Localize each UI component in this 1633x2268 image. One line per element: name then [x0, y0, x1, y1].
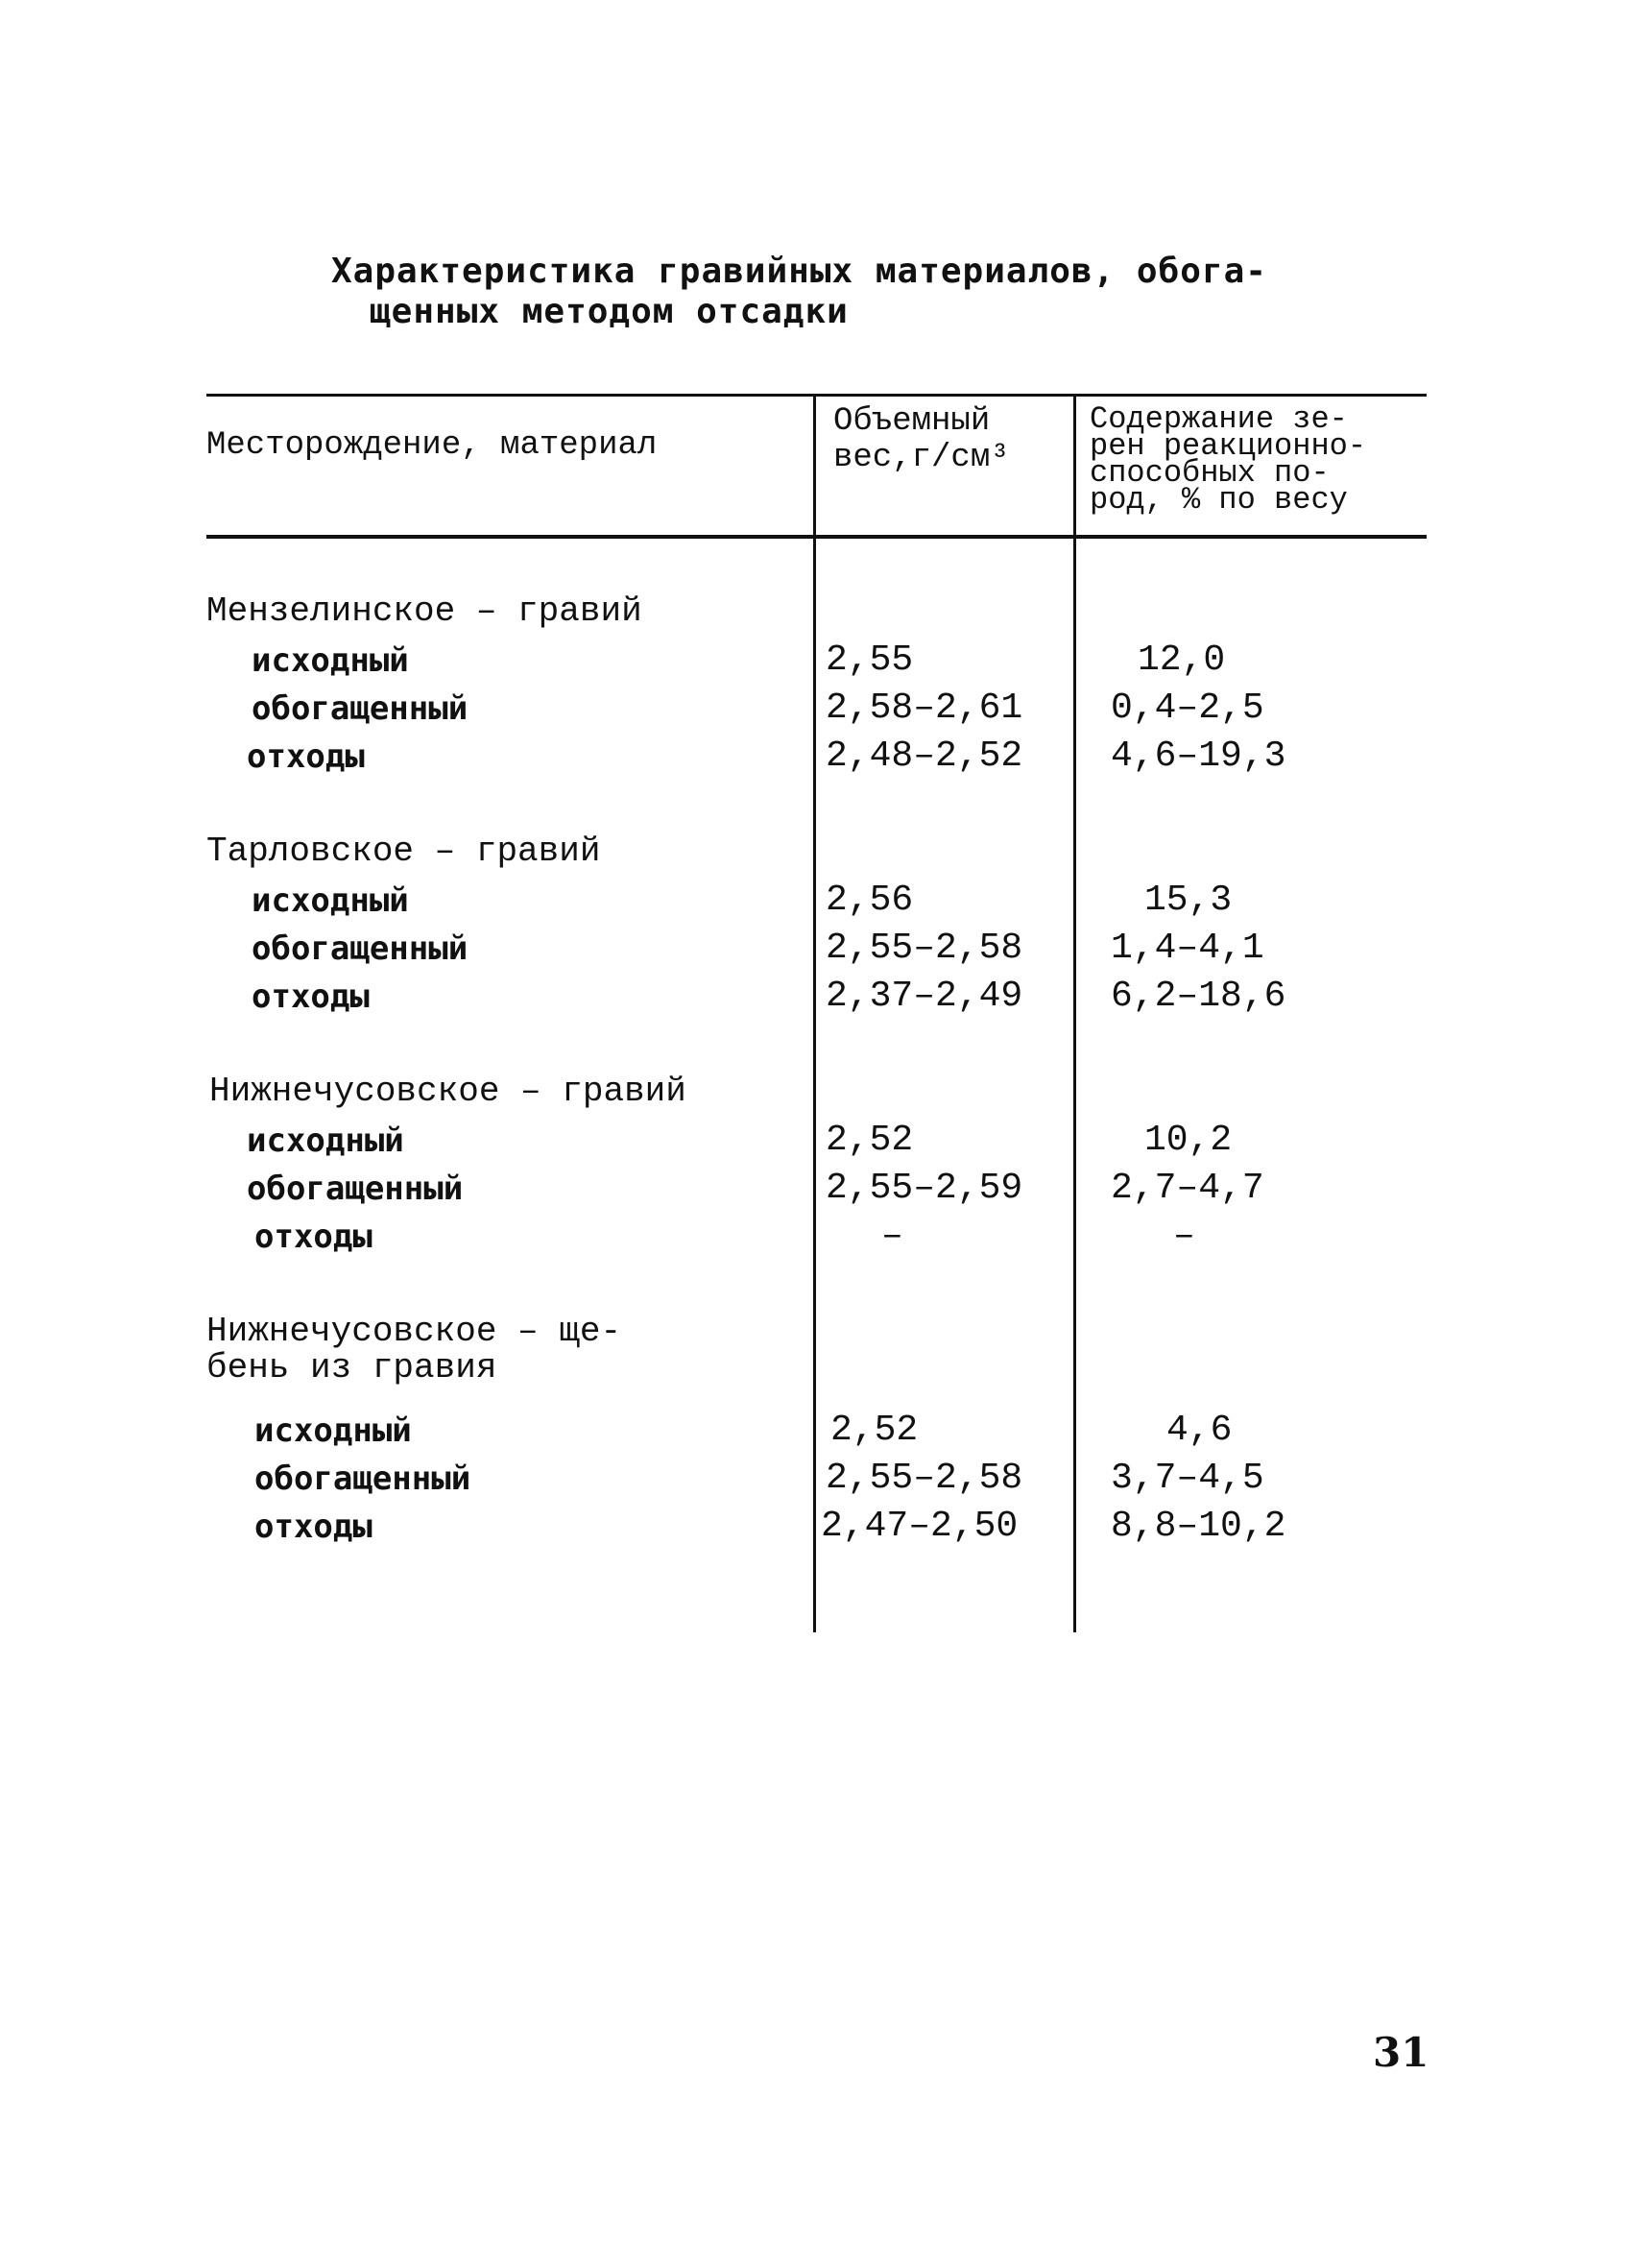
row-reactive-content: 15,3 [1144, 880, 1233, 921]
group-title-menzelinskoe: Мензелинское – гравий [206, 591, 642, 631]
row-volume-weight: 2,48–2,52 [826, 736, 1023, 777]
row-material: обогащенный [252, 689, 468, 728]
row-volume-weight: 2,52 [830, 1410, 919, 1451]
group-title-nizhnechusovskoe-crushed [206, 1314, 621, 1387]
group-title-tarlovskoe: Тарловское – гравий [206, 832, 601, 871]
table-row [0, 1165, 1633, 1213]
row-volume-weight: 2,55–2,58 [826, 1458, 1023, 1499]
row-material: обогащенный [254, 1460, 471, 1498]
row-reactive-content: 10,2 [1144, 1120, 1233, 1161]
table-row [0, 685, 1633, 733]
row-reactive-content: 2,7–4,7 [1111, 1168, 1264, 1209]
header-volume-weight [833, 403, 1069, 476]
row-material: обогащенный [247, 1170, 464, 1208]
table-title [331, 252, 1435, 332]
header-deposit-material: Месторождение, материал [206, 427, 658, 464]
row-reactive-content: 1,4–4,1 [1111, 928, 1264, 969]
group-title-line-2: бень из гравия [206, 1348, 497, 1387]
table-row [0, 925, 1633, 973]
header-reactive-content-line-3: способных по- [1090, 455, 1330, 491]
row-volume-weight: 2,55–2,59 [826, 1168, 1023, 1209]
table-row [0, 733, 1633, 781]
row-reactive-content: 4,6–19,3 [1111, 736, 1286, 777]
table-row [0, 973, 1633, 1021]
row-material: отходы [252, 977, 370, 1016]
row-reactive-content: 0,4–2,5 [1111, 688, 1264, 729]
group-title-line-1: Нижнечусовское – ще- [206, 1312, 622, 1351]
row-material: отходы [254, 1508, 372, 1546]
row-material: обогащенный [252, 929, 468, 968]
group-title-nizhnechusovskoe-gravel: Нижнечусовское – гравий [209, 1072, 686, 1111]
row-volume-weight: 2,55–2,58 [826, 928, 1023, 969]
row-material: исходный [254, 1411, 412, 1450]
table-title-line-1: Характеристика гравийных материалов, обога- [331, 252, 1267, 291]
header-volume-weight-line-1: Объемный [833, 403, 991, 440]
row-material: исходный [247, 1122, 404, 1160]
row-material: исходный [252, 881, 409, 920]
table-header-rule [206, 535, 1427, 539]
row-reactive-content: 6,2–18,6 [1111, 976, 1286, 1017]
table-row [0, 637, 1633, 685]
table-row [0, 1117, 1633, 1165]
table-row [0, 1455, 1633, 1503]
row-volume-weight: 2,58–2,61 [826, 688, 1023, 729]
table-row [0, 1213, 1633, 1261]
row-reactive-content: 3,7–4,5 [1111, 1458, 1264, 1499]
header-reactive-content-line-2: рен реакционно- [1090, 428, 1367, 464]
row-volume-weight: 2,47–2,50 [821, 1506, 1019, 1547]
header-volume-weight-line-2: вес,г/см³ [833, 440, 1010, 476]
row-reactive-content: 8,8–10,2 [1111, 1506, 1286, 1547]
row-volume-weight: 2,55 [826, 639, 914, 681]
header-reactive-content-line-4: род, % по весу [1090, 482, 1348, 518]
row-material: отходы [247, 737, 365, 776]
row-volume-weight: 2,37–2,49 [826, 976, 1023, 1017]
row-material: отходы [254, 1218, 372, 1256]
page-number: 31 [1373, 2029, 1429, 2076]
table-row [0, 877, 1633, 925]
table-top-rule [206, 394, 1427, 397]
row-reactive-content: – [1173, 1216, 1195, 1257]
table-title-line-2: щенных методом отсадки [370, 292, 849, 331]
row-volume-weight: 2,52 [826, 1120, 914, 1161]
header-reactive-content-line-1: Содержание зе- [1090, 401, 1348, 437]
row-volume-weight: – [881, 1216, 903, 1257]
row-reactive-content: 4,6 [1166, 1410, 1233, 1451]
table-row [0, 1503, 1633, 1551]
header-reactive-content [1090, 401, 1469, 518]
row-reactive-content: 12,0 [1138, 639, 1226, 681]
row-volume-weight: 2,56 [826, 880, 914, 921]
row-material: исходный [252, 641, 409, 680]
table-row [0, 1407, 1633, 1455]
